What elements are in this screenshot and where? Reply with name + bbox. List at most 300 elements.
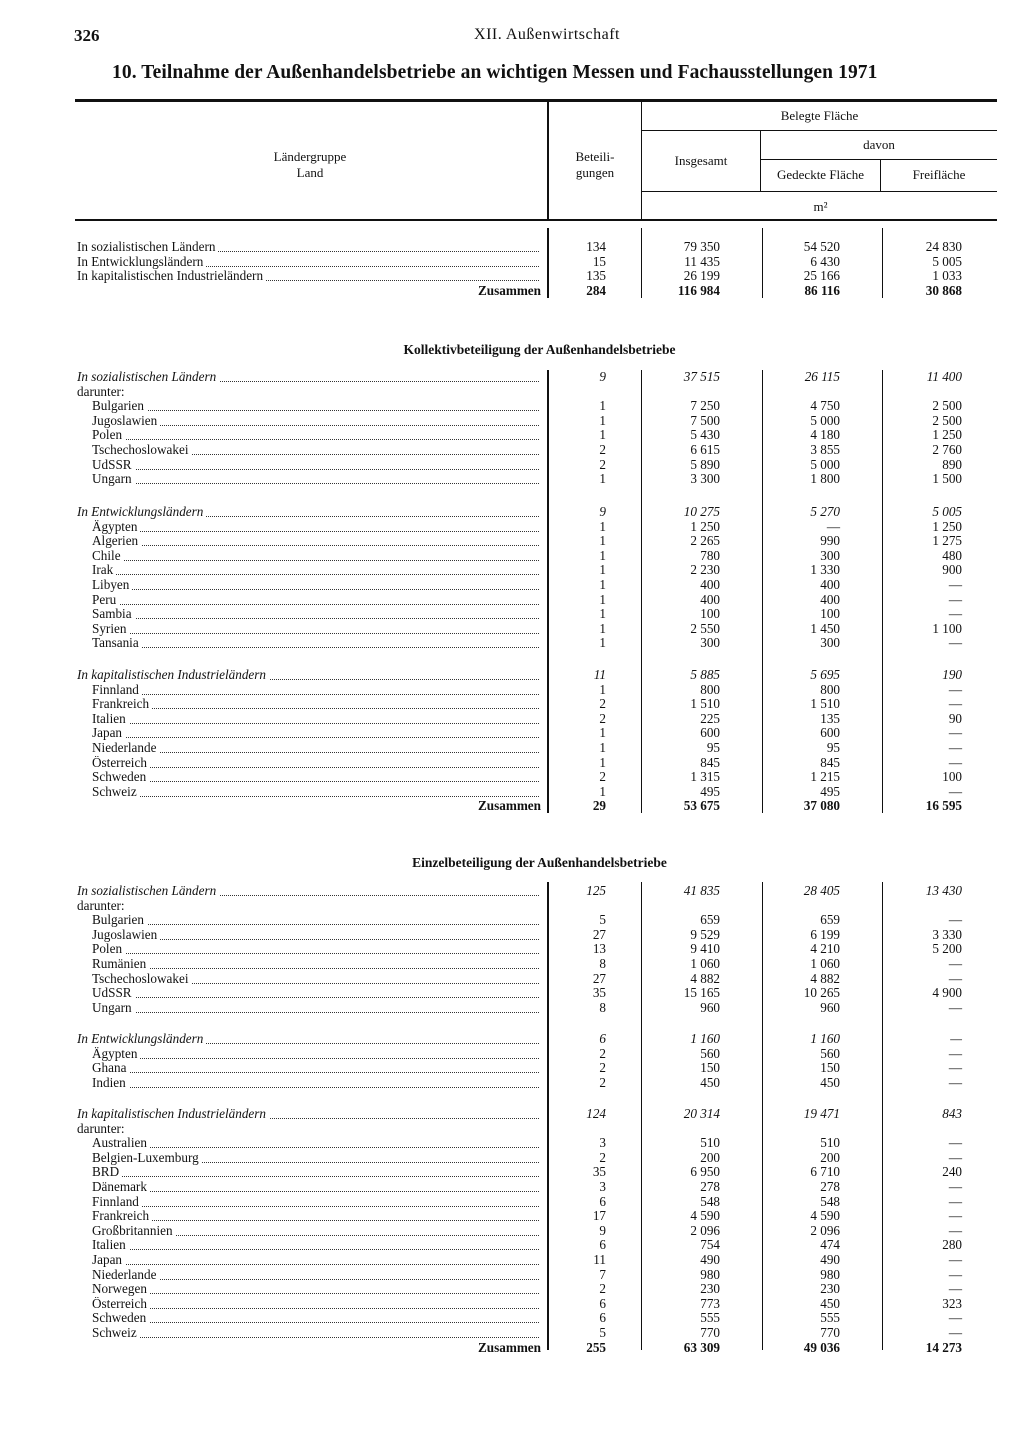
cell-beteiligungen: 1 — [599, 783, 606, 799]
table-row — [0, 770, 1024, 784]
row-label-text: Ägypten — [92, 1047, 140, 1061]
cell-freiflaeche: 14 273 — [925, 1339, 962, 1355]
cell-freiflaeche: — — [948, 725, 962, 741]
row-label-text: Polen — [92, 428, 125, 442]
cell-gedeckte-flaeche: 960 — [820, 999, 840, 1015]
cell-insgesamt: 7 500 — [690, 412, 720, 428]
cell-beteiligungen: 6 — [599, 1310, 606, 1326]
vline-h1 — [547, 102, 549, 219]
row-label — [92, 1224, 539, 1238]
cell-gedeckte-flaeche: 548 — [820, 1193, 840, 1209]
table-row — [0, 957, 1024, 971]
row-label — [77, 1107, 539, 1121]
table-row — [0, 443, 1024, 457]
row-label-text: Sambia — [92, 607, 135, 621]
table-row — [0, 255, 1024, 269]
cell-freiflaeche: 1 250 — [932, 518, 962, 534]
cell-freiflaeche: — — [948, 1252, 962, 1267]
cell-freiflaeche: 5 005 — [932, 504, 962, 519]
leader-dots — [92, 953, 539, 954]
cell-freiflaeche: — — [948, 999, 962, 1015]
cell-beteiligungen: 5 — [599, 1325, 606, 1340]
row-label — [77, 884, 539, 898]
row-label-text: Japan — [92, 726, 125, 740]
leader-dots — [92, 737, 539, 738]
cell-insgesamt: 450 — [700, 1074, 720, 1090]
cell-insgesamt: 15 165 — [683, 985, 720, 1001]
cell-freiflaeche: 5 200 — [932, 941, 962, 957]
cell-freiflaeche: — — [948, 1208, 962, 1224]
row-label-text: In kapitalistischen Industrieländern — [77, 269, 266, 283]
table-row — [0, 972, 1024, 986]
cell-beteiligungen: 1 — [599, 620, 606, 636]
row-label — [92, 1165, 539, 1179]
cell-insgesamt: 116 984 — [677, 282, 720, 298]
cell-beteiligungen: 29 — [592, 798, 606, 814]
cell-gedeckte-flaeche: 4 180 — [810, 427, 840, 443]
table-row — [0, 928, 1024, 942]
cell-freiflaeche: 890 — [942, 456, 962, 472]
table-row — [0, 458, 1024, 472]
cell-gedeckte-flaeche: 54 520 — [803, 239, 840, 254]
row-label — [92, 549, 539, 563]
row-label — [77, 370, 539, 384]
cell-beteiligungen: 1 — [599, 412, 606, 428]
cell-gedeckte-flaeche: 1 800 — [810, 471, 840, 487]
cell-freiflaeche: — — [948, 1222, 962, 1238]
darunter-row — [0, 899, 1024, 913]
row-label — [77, 269, 539, 283]
cell-freiflaeche: 5 005 — [932, 253, 962, 269]
cell-gedeckte-flaeche: 990 — [820, 533, 840, 549]
leader-dots — [92, 1191, 539, 1192]
cell-insgesamt: 4 590 — [690, 1208, 720, 1224]
leader-dots — [92, 545, 539, 546]
cell-freiflaeche: 1 500 — [932, 471, 962, 487]
leader-dots — [92, 439, 539, 440]
cell-freiflaeche: 1 100 — [932, 620, 962, 636]
cell-freiflaeche: — — [948, 912, 962, 928]
table-row — [0, 986, 1024, 1000]
table-row — [0, 414, 1024, 428]
cell-freiflaeche: — — [950, 1031, 962, 1046]
cell-gedeckte-flaeche: — — [826, 518, 840, 534]
row-label — [92, 414, 539, 428]
table-row — [0, 1238, 1024, 1252]
cell-gedeckte-flaeche: 980 — [820, 1266, 840, 1282]
cell-insgesamt: 5 885 — [690, 667, 720, 682]
cell-freiflaeche: 3 330 — [932, 926, 962, 942]
row-label-text: In kapitalistischen Industrieländern — [77, 1107, 269, 1121]
cell-gedeckte-flaeche: 4 210 — [810, 941, 840, 957]
row-label: Zusammen — [477, 798, 541, 814]
cell-gedeckte-flaeche: 1 160 — [810, 1031, 840, 1046]
cell-gedeckte-flaeche: 86 116 — [804, 282, 840, 298]
row-label-text: Frankreich — [92, 697, 152, 711]
rule-units — [642, 191, 997, 192]
cell-beteiligungen: 1 — [599, 562, 606, 578]
cell-freiflaeche: 90 — [948, 710, 962, 726]
row-label-text: Rumänien — [92, 957, 149, 971]
row-label-text: Italien — [92, 1238, 129, 1252]
rule-belegte-flaeche — [642, 130, 997, 131]
cell-beteiligungen: 9 — [599, 1222, 606, 1238]
cell-beteiligungen: 2 — [599, 1060, 606, 1076]
cell-gedeckte-flaeche: 5 000 — [810, 412, 840, 428]
cell-beteiligungen: 35 — [592, 985, 606, 1001]
leader-dots — [92, 968, 539, 969]
leader-dots — [92, 1293, 539, 1294]
group-row — [0, 1032, 1024, 1046]
header-beteiligungen: Beteili- gungen — [575, 149, 615, 180]
cell-insgesamt: 4 882 — [690, 970, 720, 986]
row-label — [77, 1032, 539, 1046]
cell-insgesamt: 2 230 — [690, 562, 720, 578]
cell-freiflaeche: — — [948, 1325, 962, 1340]
cell-freiflaeche: 11 400 — [926, 369, 962, 384]
cell-insgesamt: 95 — [706, 740, 720, 755]
darunter-row — [0, 385, 1024, 399]
cell-insgesamt: 548 — [700, 1193, 720, 1209]
cell-insgesamt: 400 — [700, 591, 720, 607]
row-label-text: Chile — [92, 549, 124, 563]
table-row — [0, 1195, 1024, 1209]
row-label — [92, 1282, 539, 1296]
cell-insgesamt: 6 615 — [690, 442, 720, 457]
cell-insgesamt: 9 529 — [690, 926, 720, 942]
cell-gedeckte-flaeche: 26 115 — [804, 369, 840, 384]
row-label — [77, 899, 539, 913]
cell-insgesamt: 5 430 — [690, 427, 720, 443]
row-label-text: Peru — [92, 593, 119, 607]
table-row — [0, 1224, 1024, 1238]
cell-beteiligungen: 15 — [592, 253, 606, 269]
top-rule — [75, 99, 997, 102]
cell-insgesamt: 510 — [700, 1135, 720, 1151]
cell-beteiligungen: 124 — [586, 1106, 606, 1121]
cell-insgesamt: 1 250 — [690, 518, 720, 534]
leader-dots — [92, 1087, 539, 1088]
table-row — [0, 240, 1024, 254]
cell-freiflaeche: 240 — [942, 1164, 962, 1180]
leader-dots — [92, 1249, 539, 1250]
cell-freiflaeche: 323 — [942, 1295, 962, 1311]
row-label — [92, 986, 539, 1000]
cell-freiflaeche: — — [948, 1149, 962, 1165]
cell-gedeckte-flaeche: 1 060 — [810, 956, 840, 971]
cell-beteiligungen: 7 — [599, 1266, 606, 1282]
cell-gedeckte-flaeche: 10 265 — [803, 985, 840, 1001]
cell-insgesamt: 659 — [700, 912, 720, 928]
row-label-text: UdSSR — [92, 986, 135, 1000]
cell-insgesamt: 10 275 — [683, 504, 720, 519]
row-label — [92, 1151, 539, 1165]
cell-gedeckte-flaeche: 4 750 — [810, 398, 840, 414]
row-label: Zusammen — [477, 282, 541, 298]
cell-freiflaeche: 2 500 — [932, 398, 962, 414]
cell-gedeckte-flaeche: 5 000 — [810, 456, 840, 472]
row-label — [92, 1061, 539, 1075]
table-row — [0, 399, 1024, 413]
row-label-text: Dänemark — [92, 1180, 150, 1194]
cell-beteiligungen: 13 — [592, 941, 606, 957]
row-label — [92, 1253, 539, 1267]
cell-beteiligungen: 8 — [599, 999, 606, 1015]
row-label — [92, 563, 539, 577]
cell-insgesamt: 770 — [700, 1325, 720, 1340]
header-gedeckte-flaeche: Gedeckte Fläche — [777, 167, 864, 182]
leader-dots — [92, 647, 539, 648]
cell-freiflaeche: 843 — [942, 1106, 962, 1121]
row-label — [92, 741, 539, 755]
cell-insgesamt: 5 890 — [690, 456, 720, 472]
cell-beteiligungen: 11 — [593, 1252, 606, 1267]
cell-beteiligungen: 1 — [599, 533, 606, 549]
table-row — [0, 607, 1024, 621]
cell-freiflaeche: — — [948, 591, 962, 607]
leader-dots — [92, 633, 539, 634]
cell-insgesamt: 63 309 — [683, 1339, 720, 1355]
row-label-text: Syrien — [92, 622, 129, 636]
cell-insgesamt: 845 — [700, 754, 720, 770]
cell-freiflaeche: 280 — [942, 1237, 962, 1253]
cell-gedeckte-flaeche: 400 — [820, 577, 840, 592]
leader-dots — [92, 618, 539, 619]
cell-insgesamt: 490 — [700, 1252, 720, 1267]
cell-beteiligungen: 9 — [599, 369, 606, 384]
leader-dots — [92, 1264, 539, 1265]
table-row — [0, 534, 1024, 548]
cell-insgesamt: 1 060 — [690, 956, 720, 971]
cell-freiflaeche: — — [948, 1045, 962, 1061]
row-label-text: Polen — [92, 942, 125, 956]
cell-beteiligungen: 17 — [592, 1208, 606, 1224]
leader-dots — [92, 531, 539, 532]
table-row — [0, 1061, 1024, 1075]
section-einzel-title: Einzelbeteiligung der Außenhandelsbetriebe — [412, 855, 667, 870]
cell-insgesamt: 11 435 — [684, 253, 720, 269]
table-row — [0, 549, 1024, 563]
cell-beteiligungen: 125 — [586, 883, 606, 898]
cell-insgesamt: 278 — [700, 1179, 720, 1194]
cell-freiflaeche: — — [948, 783, 962, 799]
cell-freiflaeche: 2 760 — [932, 442, 962, 457]
cell-beteiligungen: 1 — [599, 547, 606, 563]
row-label-text: darunter: — [77, 899, 128, 913]
cell-freiflaeche: — — [948, 740, 962, 755]
table-row — [0, 1136, 1024, 1150]
table-row — [0, 1268, 1024, 1282]
cell-beteiligungen: 2 — [599, 710, 606, 726]
leader-dots — [92, 1058, 539, 1059]
cell-gedeckte-flaeche: 4 590 — [810, 1208, 840, 1224]
leader-dots — [92, 694, 539, 695]
cell-beteiligungen: 255 — [586, 1339, 606, 1355]
cell-gedeckte-flaeche: 150 — [820, 1060, 840, 1076]
table-row — [0, 741, 1024, 755]
cell-beteiligungen: 1 — [599, 754, 606, 770]
section-kollektiv-title: Kollektivbeteiligung der Außenhandelsbetriebe — [403, 342, 676, 357]
row-label — [77, 1122, 539, 1136]
cell-beteiligungen: 35 — [592, 1164, 606, 1180]
leader-dots — [92, 997, 539, 998]
row-label — [92, 756, 539, 770]
table-row — [0, 1297, 1024, 1311]
row-label — [92, 712, 539, 726]
row-label-text: Jugoslawien — [92, 928, 160, 942]
row-label — [92, 1001, 539, 1015]
leader-dots — [92, 574, 539, 575]
row-label — [92, 593, 539, 607]
row-label — [92, 1326, 539, 1340]
table-row — [0, 269, 1024, 283]
row-label-text: Libyen — [92, 578, 132, 592]
cell-beteiligungen: 2 — [599, 696, 606, 712]
row-label — [92, 928, 539, 942]
row-label-text: Tschechoslowakei — [92, 443, 191, 457]
row-label — [92, 1136, 539, 1150]
table-row — [0, 1253, 1024, 1267]
row-label-text: Japan — [92, 1253, 125, 1267]
row-label — [92, 972, 539, 986]
cell-gedeckte-flaeche: 560 — [820, 1045, 840, 1061]
cell-beteiligungen: 2 — [599, 1281, 606, 1297]
cell-beteiligungen: 6 — [599, 1031, 606, 1046]
row-label — [92, 458, 539, 472]
cell-insgesamt: 200 — [700, 1149, 720, 1165]
row-label — [77, 668, 539, 682]
cell-insgesamt: 53 675 — [683, 798, 720, 814]
header-freiflaeche: Freifläche — [912, 167, 966, 182]
running-head: XII. Außenwirtschaft — [474, 26, 620, 43]
row-label — [92, 534, 539, 548]
cell-gedeckte-flaeche: 800 — [820, 681, 840, 697]
row-label — [77, 505, 539, 519]
cell-gedeckte-flaeche: 1 330 — [810, 562, 840, 578]
cell-freiflaeche: 24 830 — [925, 239, 962, 254]
row-label-text: Schweiz — [92, 785, 140, 799]
table-row — [0, 726, 1024, 740]
leader-dots — [92, 483, 539, 484]
cell-gedeckte-flaeche: 1 510 — [810, 696, 840, 712]
table-row — [0, 1001, 1024, 1015]
row-label — [92, 697, 539, 711]
row-label-text: Tansania — [92, 636, 142, 650]
header-land: Ländergruppe Land — [273, 149, 347, 180]
cell-freiflaeche: 16 595 — [925, 798, 962, 814]
row-label — [92, 607, 539, 621]
leader-dots — [92, 589, 539, 590]
row-label-text: Indien — [92, 1076, 129, 1090]
cell-gedeckte-flaeche: 845 — [820, 754, 840, 770]
darunter-row — [0, 1122, 1024, 1136]
header-bottom-rule — [75, 219, 997, 221]
row-label — [92, 1297, 539, 1311]
cell-gedeckte-flaeche: 6 430 — [810, 253, 840, 269]
row-label-text: Ungarn — [92, 472, 135, 486]
cell-gedeckte-flaeche: 1 450 — [810, 620, 840, 636]
cell-beteiligungen: 27 — [592, 970, 606, 986]
row-label-text: BRD — [92, 1165, 122, 1179]
cell-insgesamt: 400 — [700, 577, 720, 592]
page-number: 326 — [74, 26, 100, 45]
row-label — [92, 1209, 539, 1223]
group-row — [0, 505, 1024, 519]
cell-beteiligungen: 1 — [599, 681, 606, 697]
row-label-text: Ungarn — [92, 1001, 135, 1015]
cell-beteiligungen: 134 — [586, 239, 606, 254]
table-row — [0, 1047, 1024, 1061]
cell-freiflaeche: — — [948, 754, 962, 770]
cell-gedeckte-flaeche: 5 695 — [810, 667, 840, 682]
cell-insgesamt: 3 300 — [690, 471, 720, 487]
cell-gedeckte-flaeche: 490 — [820, 1252, 840, 1267]
header-belegte-flaeche: Belegte Fläche — [780, 108, 859, 123]
row-label-text: UdSSR — [92, 458, 135, 472]
cell-gedeckte-flaeche: 95 — [826, 740, 840, 755]
total-row — [0, 799, 1024, 813]
row-label-text: In Entwicklungsländern — [77, 505, 206, 519]
leader-dots — [92, 796, 539, 797]
row-label — [77, 240, 539, 254]
row-label — [92, 770, 539, 784]
cell-insgesamt: 6 950 — [690, 1164, 720, 1180]
cell-beteiligungen: 2 — [599, 1149, 606, 1165]
cell-gedeckte-flaeche: 659 — [820, 912, 840, 928]
cell-gedeckte-flaeche: 510 — [820, 1135, 840, 1151]
total-row — [0, 1341, 1024, 1355]
cell-beteiligungen: 3 — [599, 1135, 606, 1151]
row-label-text: Schweden — [92, 770, 149, 784]
cell-insgesamt: 9 410 — [690, 941, 720, 957]
cell-insgesamt: 225 — [700, 710, 720, 726]
cell-insgesamt: 754 — [700, 1237, 720, 1253]
cell-gedeckte-flaeche: 200 — [820, 1149, 840, 1165]
cell-beteiligungen: 1 — [599, 725, 606, 741]
leader-dots — [92, 1206, 539, 1207]
row-label — [92, 472, 539, 486]
cell-freiflaeche: — — [948, 1193, 962, 1209]
table-row — [0, 1326, 1024, 1340]
row-label-text: Österreich — [92, 756, 150, 770]
cell-gedeckte-flaeche: 5 270 — [810, 504, 840, 519]
table-row — [0, 697, 1024, 711]
row-label-text: Algerien — [92, 534, 141, 548]
row-label — [92, 683, 539, 697]
table-row — [0, 712, 1024, 726]
row-label — [92, 428, 539, 442]
cell-insgesamt: 100 — [700, 606, 720, 622]
row-label-text: Irak — [92, 563, 116, 577]
leader-dots — [92, 781, 539, 782]
cell-beteiligungen: 11 — [593, 667, 606, 682]
leader-dots — [92, 1147, 539, 1148]
leader-dots — [92, 604, 539, 605]
row-label-text: Ghana — [92, 1061, 129, 1075]
table-row — [0, 942, 1024, 956]
cell-freiflaeche: 1 250 — [932, 427, 962, 443]
total-row — [0, 284, 1024, 298]
cell-gedeckte-flaeche: 25 166 — [803, 268, 840, 284]
cell-freiflaeche: — — [948, 1135, 962, 1151]
leader-dots — [92, 767, 539, 768]
cell-gedeckte-flaeche: 495 — [820, 783, 840, 799]
cell-gedeckte-flaeche: 450 — [820, 1074, 840, 1090]
cell-freiflaeche: — — [948, 1281, 962, 1297]
header-unit: m² — [813, 199, 828, 214]
cell-freiflaeche: — — [948, 1266, 962, 1282]
table-row — [0, 1165, 1024, 1179]
